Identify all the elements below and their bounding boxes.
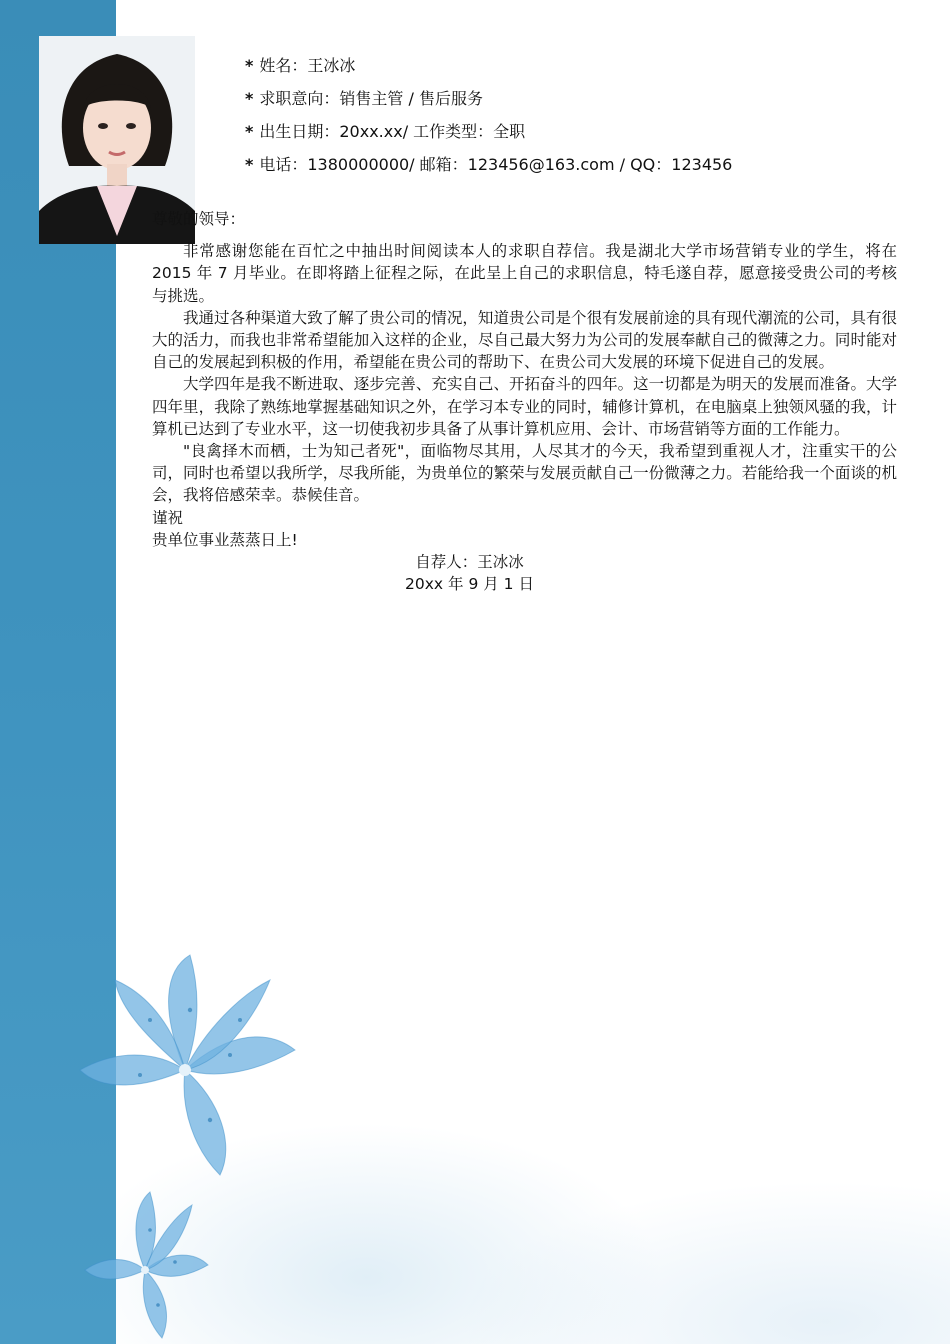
signature: 自荐人：王冰冰 [415,553,524,572]
closing-line-2: 贵单位事业蒸蒸日上! [152,530,298,549]
intent-text: 求职意向：销售主管 / 售后服务 [259,89,483,108]
bullet-star: * [245,56,254,75]
contact-row [245,153,895,186]
closing-line-1: 谨祝 [152,508,184,527]
salutation: 尊敬的领导： [152,210,246,228]
name-text: 姓名：王冰冰 [259,56,356,75]
name-row [245,54,895,87]
bullet-star: * [245,122,254,141]
birth-text: 出生日期：20xx.xx/ 工作类型：全职 [259,122,526,141]
letter-paragraph-4: "良禽择木而栖，士为知己者死"，面临物尽其用，人尽其才的今天，我希望到重视人才，注重实干的公司，同时也希望以我所学，尽我所能，为贵单位的繁荣与发展贡献自己一份微薄之力。若能给我一个面谈的机会，我将倍感荣幸。恭候佳音。 [152,442,897,505]
birth-row [245,120,895,153]
intent-row [245,87,895,120]
lily-flower-icon [70,950,300,1180]
bullet-star: * [245,155,254,174]
personal-info [245,54,895,186]
cover-letter [152,208,897,595]
contact-text: 电话：1380000000/ 邮箱：123456@163.com / QQ：123456 [259,155,733,174]
lily-flower-icon [80,1190,210,1340]
letter-date: 20xx 年 9 月 1 日 [405,575,534,594]
letter-paragraph-2: 我通过各种渠道大致了解了贵公司的情况，知道贵公司是个很有发展前途的具有现代潮流的公司，具有很大的活力，而我也非常希望能加入这样的企业，尽自己最大努力为公司的发展奉献自己的微薄之力。同时能对自己的发展起到积极的作用，希望能在贵公司的帮助下、在贵公司大发展的环境下促进自己的发展。 [152,308,897,372]
letter-paragraph-3: 大学四年是我不断进取、逐步完善、充实自己、开拓奋斗的四年。这一切都是为明天的发展而准备。大学四年里，我除了熟练地掌握基础知识之外，在学习本专业的同时，辅修计算机，在电脑桌上独领风骚的我，计算机已达到了专业水平，这一切使我初步具备了从事计算机应用、会计、市场营销等方面的工作能力。 [152,375,897,438]
letter-paragraph-1: 非常感谢您能在百忙之中抽出时间阅读本人的求职自荐信。我是湖北大学市场营销专业的学生，将在 2015 年 7 月毕业。在即将踏上征程之际，在此呈上自己的求职信息，特毛遂自荐，愿意接受贵公司的考核与挑选。 [152,242,897,305]
bullet-star: * [245,89,254,108]
